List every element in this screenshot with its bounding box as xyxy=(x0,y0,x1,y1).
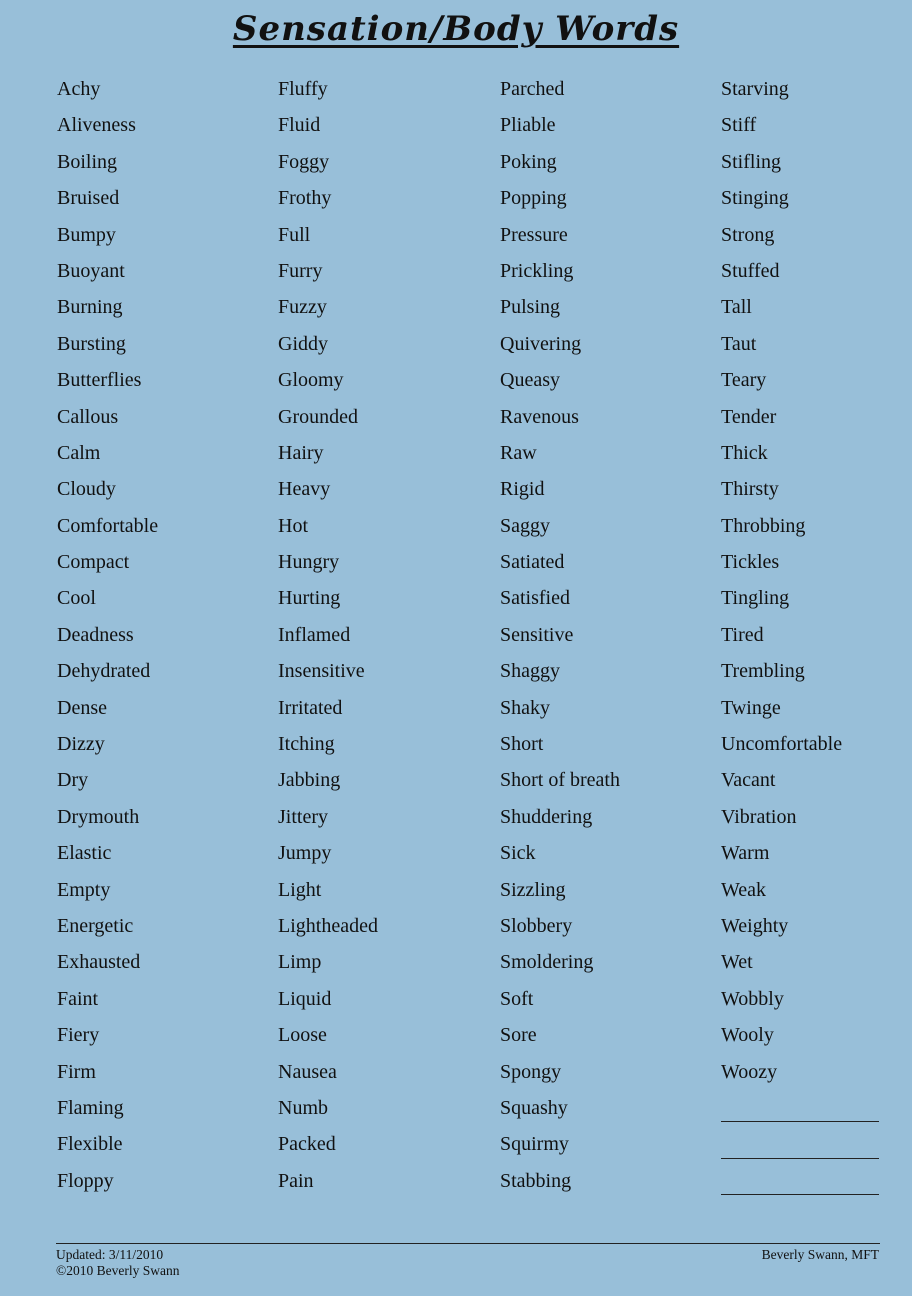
word-item: Uncomfortable xyxy=(721,733,843,756)
word-item: Saggy xyxy=(500,514,550,537)
word-item: Sore xyxy=(500,1024,537,1047)
word-item: Jabbing xyxy=(278,769,341,792)
word-item: Twinge xyxy=(721,696,781,719)
word-item: Liquid xyxy=(278,987,332,1010)
word-item: Prickling xyxy=(500,259,574,282)
word-item: Dense xyxy=(57,696,107,719)
word-item: Thick xyxy=(721,441,768,464)
footer-author: Beverly Swann, MFT xyxy=(761,1247,879,1262)
word-item: Dizzy xyxy=(57,733,105,756)
word-item: Calm xyxy=(57,441,101,464)
word-item: Giddy xyxy=(278,332,328,355)
word-item: Inflamed xyxy=(278,623,351,646)
word-item: Satisfied xyxy=(500,587,570,610)
word-item: Smoldering xyxy=(500,951,594,974)
word-item: Sizzling xyxy=(500,878,566,901)
word-item: Quivering xyxy=(500,332,582,355)
word-item: Short xyxy=(500,733,544,756)
word-item: Short of breath xyxy=(500,769,620,792)
word-item: Jumpy xyxy=(278,842,332,865)
copyright-notice: ©2010 Beverly Swann xyxy=(56,1263,180,1278)
blank-write-in-line xyxy=(721,1126,912,1162)
word-item: Floppy xyxy=(57,1169,114,1192)
word-item: Buoyant xyxy=(57,259,125,282)
word-item: Rigid xyxy=(500,478,545,501)
word-item: Tender xyxy=(721,405,777,428)
word-item: Drymouth xyxy=(57,805,140,828)
word-item: Boiling xyxy=(57,150,118,173)
word-item: Empty xyxy=(57,878,111,901)
word-item: Cloudy xyxy=(57,478,116,501)
word-item: Tingling xyxy=(721,587,790,610)
word-item: Hurting xyxy=(278,587,341,610)
word-item: Insensitive xyxy=(278,660,365,683)
word-item: Parched xyxy=(500,78,565,100)
word-item: Lightheaded xyxy=(278,914,378,937)
word-item: Butterflies xyxy=(57,369,142,392)
word-item: Bursting xyxy=(57,332,126,355)
word-item: Wooly xyxy=(721,1024,774,1047)
word-item: Wobbly xyxy=(721,987,784,1010)
word-item: Throbbing xyxy=(721,514,806,537)
word-column-1 xyxy=(57,71,267,1199)
word-item: Loose xyxy=(278,1024,327,1047)
word-item: Limp xyxy=(278,951,322,974)
word-item: Nausea xyxy=(278,1060,337,1083)
blank-write-in-line xyxy=(721,1163,912,1199)
word-item: Stifling xyxy=(721,150,782,173)
word-item: Tickles xyxy=(721,551,780,574)
word-column-2 xyxy=(278,71,488,1199)
word-item: Aliveness xyxy=(57,114,136,137)
word-item: Stiff xyxy=(721,114,757,137)
word-item: Hot xyxy=(278,514,308,537)
word-item: Squashy xyxy=(500,1096,568,1119)
word-item: Tall xyxy=(721,296,752,319)
word-item: Raw xyxy=(500,441,537,464)
word-item: Furry xyxy=(278,259,323,282)
word-column-4 xyxy=(721,71,912,1199)
page-title xyxy=(0,9,912,49)
word-item: Strong xyxy=(721,223,775,246)
word-item: Dry xyxy=(57,769,89,792)
word-item: Energetic xyxy=(57,914,134,937)
blank-write-in-line xyxy=(721,1090,912,1126)
word-item: Stuffed xyxy=(721,259,780,282)
updated-date: Updated: 3/11/2010 xyxy=(56,1247,164,1262)
word-item: Numb xyxy=(278,1096,328,1119)
word-item: Achy xyxy=(57,78,101,100)
word-item: Queasy xyxy=(500,369,560,392)
word-item: Full xyxy=(278,223,311,246)
word-item: Spongy xyxy=(500,1060,562,1083)
word-item: Faint xyxy=(57,987,99,1010)
word-item: Elastic xyxy=(57,842,112,865)
footer-divider xyxy=(56,1243,880,1244)
word-item: Exhausted xyxy=(57,951,141,974)
word-item: Warm xyxy=(721,842,770,865)
word-item: Popping xyxy=(500,187,567,210)
word-item: Foggy xyxy=(278,150,330,173)
word-item: Vacant xyxy=(721,769,776,792)
word-item: Stabbing xyxy=(500,1169,572,1192)
word-item: Fluid xyxy=(278,114,321,137)
word-item: Shaky xyxy=(500,696,550,719)
word-item: Light xyxy=(278,878,322,901)
word-item: Taut xyxy=(721,332,757,355)
word-item: Pliable xyxy=(500,114,556,137)
word-item: Shaggy xyxy=(500,660,560,683)
word-item: Callous xyxy=(57,405,119,428)
word-item: Weak xyxy=(721,878,767,901)
word-item: Slobbery xyxy=(500,914,573,937)
word-item: Pressure xyxy=(500,223,568,246)
word-item: Hungry xyxy=(278,551,340,574)
word-item: Stinging xyxy=(721,187,789,210)
word-item: Vibration xyxy=(721,805,797,828)
page-title-text: Sensation/Body Words xyxy=(232,9,680,49)
word-item: Heavy xyxy=(278,478,331,501)
word-item: Shuddering xyxy=(500,805,593,828)
word-item: Tired xyxy=(721,623,764,646)
word-item: Soft xyxy=(500,987,534,1010)
word-item: Pulsing xyxy=(500,296,561,319)
word-item: Pain xyxy=(278,1169,314,1192)
word-item: Deadness xyxy=(57,623,134,646)
word-item: Hairy xyxy=(278,441,324,464)
word-item: Fiery xyxy=(57,1024,100,1047)
word-item: Satiated xyxy=(500,551,565,574)
word-item: Trembling xyxy=(721,660,805,683)
word-item: Thirsty xyxy=(721,478,779,501)
footer-left xyxy=(56,1247,180,1279)
word-column-3 xyxy=(500,71,710,1199)
word-item: Gloomy xyxy=(278,369,344,392)
word-item: Wet xyxy=(721,951,753,974)
word-item: Fluffy xyxy=(278,78,328,100)
word-item: Weighty xyxy=(721,914,789,937)
word-item: Fuzzy xyxy=(278,296,327,319)
word-item: Flexible xyxy=(57,1133,123,1156)
word-item: Firm xyxy=(57,1060,96,1083)
word-item: Cool xyxy=(57,587,96,610)
word-item: Teary xyxy=(721,369,767,392)
word-item: Comfortable xyxy=(57,514,159,537)
word-item: Jittery xyxy=(278,805,328,828)
word-item: Bruised xyxy=(57,187,120,210)
word-item: Irritated xyxy=(278,696,343,719)
word-item: Ravenous xyxy=(500,405,579,428)
word-item: Poking xyxy=(500,150,557,173)
word-item: Compact xyxy=(57,551,130,574)
word-item: Burning xyxy=(57,296,123,319)
word-item: Starving xyxy=(721,78,789,100)
word-item: Sick xyxy=(500,842,536,865)
word-item: Sensitive xyxy=(500,623,574,646)
word-item: Itching xyxy=(278,733,335,756)
word-item: Packed xyxy=(278,1133,336,1156)
word-item: Flaming xyxy=(57,1096,124,1119)
word-item: Bumpy xyxy=(57,223,116,246)
word-item: Woozy xyxy=(721,1060,778,1083)
word-item: Squirmy xyxy=(500,1133,569,1156)
word-item: Dehydrated xyxy=(57,660,151,683)
word-item: Frothy xyxy=(278,187,332,210)
word-item: Grounded xyxy=(278,405,358,428)
